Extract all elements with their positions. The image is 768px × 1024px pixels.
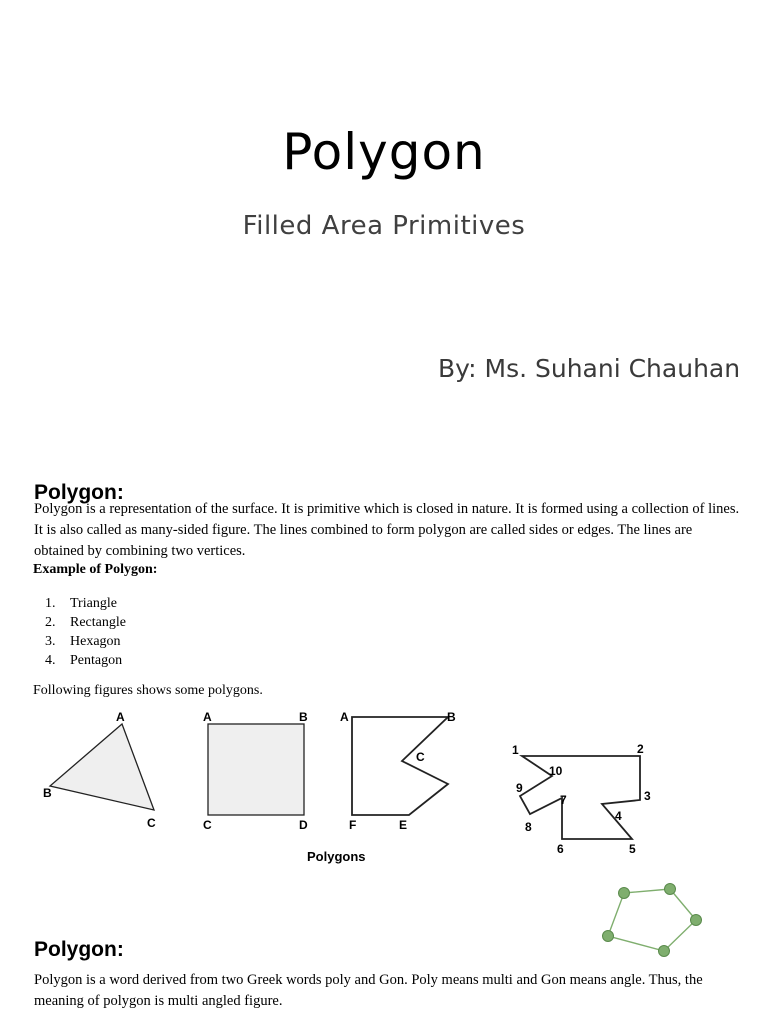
list-item-number: 3. <box>45 634 56 649</box>
rectangle-label-c: C <box>203 818 212 832</box>
concave-label-e: E <box>399 818 408 832</box>
vertex-label-2: 2 <box>637 742 644 756</box>
vertex-label-3: 3 <box>644 789 651 803</box>
figure-caption: Polygons <box>307 849 366 864</box>
pentagon-node <box>691 915 702 926</box>
concave-label-f: F <box>349 818 357 832</box>
rectangle-shape <box>208 724 304 815</box>
section-heading-polygon: Polygon: <box>34 481 124 504</box>
vertex-label-6: 6 <box>557 842 564 856</box>
rectangle-label-d: D <box>299 818 308 832</box>
rectangle-label-b: B <box>299 710 308 724</box>
page-title: Polygon <box>282 123 486 181</box>
pentagon-node <box>619 888 630 899</box>
concave-label-c: C <box>416 750 425 764</box>
polygon-etymology-paragraph: Polygon is a word derived from two Greek words poly and Gon. Poly means multi and Gon means angle. Thus, the meaning of polygon is multi angled figure. <box>34 972 703 1009</box>
section-heading-polygon-etymology: Polygon: <box>34 938 124 961</box>
pentagon-node <box>659 946 670 957</box>
triangle-label-b: B <box>43 786 52 800</box>
list-item <box>45 651 126 670</box>
page-subtitle: Filled Area Primitives <box>242 211 526 241</box>
vertex-label-7: 7 <box>560 793 567 807</box>
list-item <box>45 632 126 651</box>
list-item-number: 2. <box>45 615 56 630</box>
concave-label-a: A <box>340 710 349 724</box>
vertex-label-5: 5 <box>629 842 636 856</box>
vertex-label-9: 9 <box>516 781 523 795</box>
example-list <box>45 594 126 670</box>
list-item-text: Rectangle <box>70 615 126 630</box>
polygon-definition-paragraph: Polygon is a representation of the surface. It is primitive which is closed in nature. It is formed using a collection of lines. It is also called as many-sided figure. The lines combined to form polygon are called sides or edges. The lines are obtained by combining two vertices. <box>34 501 740 559</box>
vertex-label-8: 8 <box>525 820 532 834</box>
pentagon-node <box>603 931 614 942</box>
list-item-number: 1. <box>45 596 56 611</box>
figure-intro-text: Following figures shows some polygons. <box>33 683 263 698</box>
vertex-label-10: 10 <box>549 764 563 778</box>
vertex-label-4: 4 <box>615 809 622 823</box>
triangle-label-a: A <box>116 710 125 724</box>
vertex-label-1: 1 <box>512 743 519 757</box>
concave-polygon-shape <box>352 717 448 815</box>
polygons-figure <box>30 702 670 867</box>
author-line: By: Ms. Suhani Chauhan <box>438 354 741 383</box>
triangle-label-c: C <box>147 816 156 830</box>
list-item-text: Triangle <box>70 596 117 611</box>
concave-label-b: B <box>447 710 456 724</box>
pentagon-node <box>665 884 676 895</box>
triangle-shape <box>50 724 154 810</box>
list-item <box>45 613 126 632</box>
numbered-polygon-shape <box>520 756 640 839</box>
list-item-text: Pentagon <box>70 653 123 668</box>
pentagon-node-graphic <box>595 876 710 961</box>
list-item-text: Hexagon <box>70 634 121 649</box>
list-item <box>45 594 126 613</box>
example-label: Example of Polygon: <box>33 562 158 577</box>
rectangle-label-a: A <box>203 710 212 724</box>
list-item-number: 4. <box>45 653 56 668</box>
